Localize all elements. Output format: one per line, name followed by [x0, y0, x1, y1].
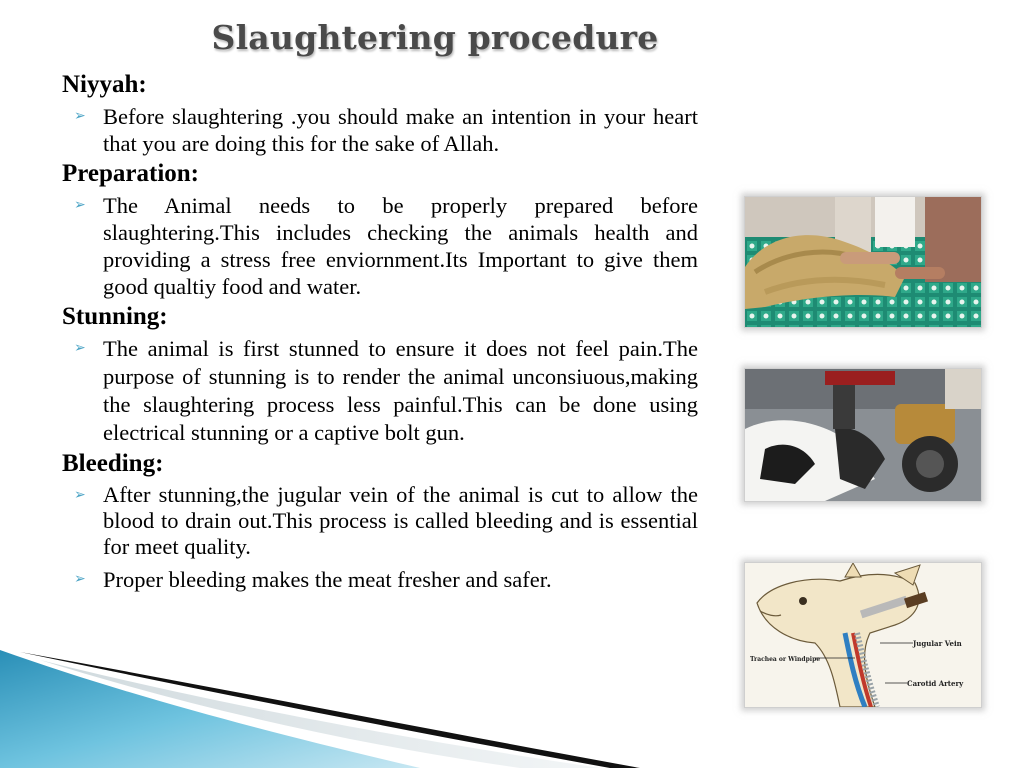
stunning-photo: [744, 368, 982, 502]
arrow-bullet-icon: ➢: [74, 340, 86, 356]
section-bleeding: [62, 449, 698, 593]
bullet-item: [62, 482, 698, 560]
slide-content: [62, 70, 698, 595]
bullet-text: The Animal needs to be properly prepared before slaughtering.This includes checking the animals health and providing a stress free enviornment.Its Important to give them good qualtiy food and water.: [103, 193, 698, 299]
arrow-bullet-icon: ➢: [74, 571, 86, 587]
bullet-item: [62, 335, 698, 447]
arrow-bullet-icon: ➢: [74, 108, 86, 124]
arrow-bullet-icon: ➢: [74, 487, 86, 503]
anatomy-diagram: [744, 562, 982, 708]
bullet-item: [62, 103, 698, 157]
bullet-item: [62, 192, 698, 300]
bullet-text: Proper bleeding makes the meat fresher and safer.: [103, 567, 552, 592]
slide-title: Slaughtering procedure: [211, 18, 659, 57]
decorative-swoosh: [0, 640, 660, 768]
carotid-artery-label: Carotid Artery: [907, 679, 964, 688]
jugular-vein-label: Jugular Vein: [913, 639, 962, 648]
section-heading: Niyyah:: [62, 71, 147, 98]
section-heading: Preparation:: [62, 160, 200, 187]
bullet-text: After stunning,the jugular vein of the animal is cut to allow the blood to drain out.This process is called bleeding and is essential for meet quality.: [103, 482, 698, 559]
trachea-label: Trachea or Windpipe: [750, 656, 821, 663]
section-preparation: [62, 159, 698, 300]
section-stunning: [62, 302, 698, 447]
bullet-item: [62, 566, 698, 593]
section-niyyah: [62, 70, 698, 157]
bullet-text: The animal is first stunned to ensure it does not feel pain.The purpose of stunning is to render the animal unconsiuous,making the slaughtering process less painful.This can be done using electrical stunning or a captive bolt gun.: [103, 336, 698, 445]
section-heading: Bleeding:: [62, 450, 164, 477]
anatomy-diagram-graphic: [745, 563, 981, 707]
arrow-bullet-icon: ➢: [74, 197, 86, 213]
section-heading: Stunning:: [62, 303, 168, 330]
preparation-photo: [744, 196, 982, 328]
bullet-text: Before slaughtering .you should make an intention in your heart that you are doing this for the sake of Allah.: [103, 104, 698, 156]
stunning-photo-graphic: [745, 369, 981, 501]
preparation-photo-graphic: [745, 197, 981, 327]
